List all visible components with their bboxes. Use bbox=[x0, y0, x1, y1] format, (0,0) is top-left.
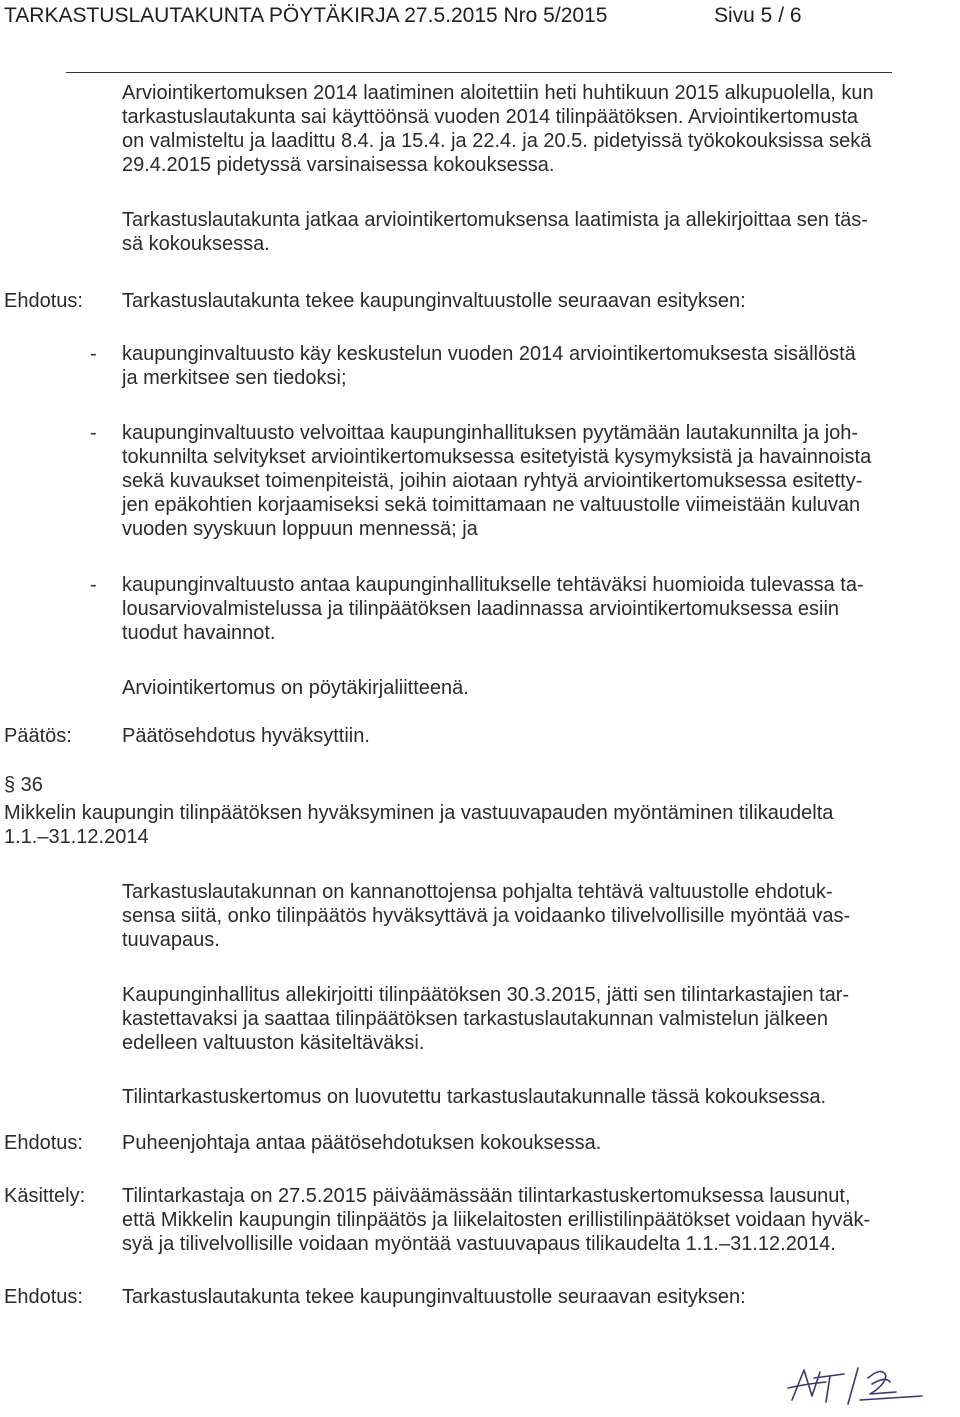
text-line: on valmisteltu ja laadittu 8.4. ja 15.4. ja 22.4. ja 20.5. pidetyissä työkokouksissa sekä bbox=[122, 130, 872, 152]
header-divider bbox=[66, 72, 892, 73]
text-line: tokunnilta selvitykset arviointikertomuksessa esitetyistä kysymyksistä ja havainnoista bbox=[122, 446, 872, 468]
text-line: vuoden syyskuun loppuun mennessä; ja bbox=[122, 518, 478, 540]
section-title bbox=[4, 801, 833, 849]
text-line: kaupunginvaltuusto velvoittaa kaupunginhallituksen pyytämään lautakunnilta ja joh- bbox=[122, 422, 859, 444]
text-line: Mikkelin kaupungin tilinpäätöksen hyväksyminen ja vastuuvapauden myöntäminen tilikaudelta bbox=[4, 802, 834, 824]
intro-paragraph-1 bbox=[122, 81, 874, 177]
text-line: ja merkitsee sen tiedoksi; bbox=[122, 367, 347, 389]
text-line: Arviointikertomuksen 2014 laatiminen aloitettiin heti huhtikuun 2015 alkupuolella, kun bbox=[122, 82, 874, 104]
text-line: Tarkastuslautakunta tekee kaupunginvaltuustolle seuraavan esityksen: bbox=[122, 1286, 746, 1308]
bullet-dash: - bbox=[90, 574, 97, 596]
text-line: kaupunginvaltuusto käy keskustelun vuoden 2014 arviointikertomuksesta sisällöstä bbox=[122, 343, 856, 365]
text-line: tarkastuslautakunta sai käyttöönsä vuoden 2014 tilinpäätöksen. Arviointikertomusta bbox=[122, 106, 858, 128]
text-line: Kaupunginhallitus allekirjoitti tilinpäätöksen 30.3.2015, jätti sen tilintarkastajien tar- bbox=[122, 984, 850, 1006]
proposal-text bbox=[122, 1131, 601, 1155]
text-line: 1.1.–31.12.2014 bbox=[4, 826, 149, 848]
section-paragraph-1 bbox=[122, 880, 850, 952]
page-number: Sivu 5 / 6 bbox=[714, 4, 802, 27]
bullet-dash: - bbox=[90, 422, 97, 444]
section-paragraph-2 bbox=[122, 983, 849, 1055]
text-line: Päätösehdotus hyväksyttiin. bbox=[122, 725, 370, 747]
attachment-note bbox=[122, 676, 469, 700]
bullet-item-2 bbox=[122, 421, 871, 541]
text-line: syä ja tilivelvollisille voidaan myöntää vastuuvapaus tilikaudelta 1.1.–31.12.2014. bbox=[122, 1233, 836, 1255]
decision-text bbox=[122, 724, 370, 748]
text-line: jen epäkohtien korjaamiseksi sekä toimittamaan ne valtuustolle viimeistään kuluvan bbox=[122, 494, 861, 516]
text-line: että Mikkelin kaupungin tilinpäätös ja liikelaitosten erillistilinpäätökset voidaan hyväk- bbox=[122, 1209, 871, 1231]
proposal-label: Ehdotus: bbox=[4, 1132, 83, 1154]
text-line: Tarkastuslautakunta jatkaa arviointikertomuksensa laatimista ja allekirjoittaa sen täs- bbox=[122, 209, 868, 231]
text-line: tuodut havainnot. bbox=[122, 622, 276, 644]
text-line: Tarkastuslautakunta tekee kaupunginvaltuustolle seuraavan esityksen: bbox=[122, 290, 746, 312]
text-line: lousarviovalmistelussa ja tilinpäätöksen laadinnassa arviointikertomuksessa esiin bbox=[122, 598, 840, 620]
text-line: edelleen valtuuston käsiteltäväksi. bbox=[122, 1032, 425, 1054]
proposal-text bbox=[122, 1285, 746, 1309]
text-line: 29.4.2015 pidetyssä varsinaisessa kokouksessa. bbox=[122, 154, 555, 176]
text-line: kaupunginvaltuusto antaa kaupunginhallitukselle tehtäväksi huomioida tulevassa ta- bbox=[122, 574, 864, 596]
page-header bbox=[4, 4, 949, 32]
decision-label: Päätös: bbox=[4, 725, 72, 747]
text-line: kastettavaksi ja saattaa tilinpäätöksen tarkastuslautakunnan valmistelun jälkeen bbox=[122, 1008, 828, 1030]
text-line: sä kokouksessa. bbox=[122, 233, 270, 255]
bullet-item-1 bbox=[122, 342, 856, 390]
proposal-label: Ehdotus: bbox=[4, 1286, 83, 1308]
handling-text bbox=[122, 1184, 870, 1256]
bullet-item-3 bbox=[122, 573, 864, 645]
text-line: Arviointikertomus on pöytäkirjaliitteenä. bbox=[122, 677, 469, 699]
proposal-label: Ehdotus: bbox=[4, 290, 83, 312]
text-line: sensa siitä, onko tilinpäätös hyväksyttävä ja voidaanko tilivelvollisille myöntää vas- bbox=[122, 905, 851, 927]
text-line: Tilintarkastaja on 27.5.2015 päiväämässään tilintarkastuskertomuksessa lausunut, bbox=[122, 1185, 851, 1207]
intro-paragraph-2 bbox=[122, 208, 868, 256]
section-paragraph-3 bbox=[122, 1085, 826, 1109]
section-number: § 36 bbox=[4, 774, 43, 796]
text-line: Tilintarkastuskertomus on luovutettu tarkastuslautakunnalle tässä kokouksessa. bbox=[122, 1086, 827, 1108]
text-line: sekä kuvaukset toimenpiteistä, joihin aiotaan ryhtyä arviointikertomuksessa esitetty- bbox=[122, 470, 863, 492]
handling-label: Käsittely: bbox=[4, 1185, 86, 1207]
proposal-text bbox=[122, 289, 746, 313]
text-line: Puheenjohtaja antaa päätösehdotuksen kokouksessa. bbox=[122, 1132, 602, 1154]
document-title: TARKASTUSLAUTAKUNTA PÖYTÄKIRJA 27.5.2015 Nro 5/2015 bbox=[4, 4, 608, 27]
text-line: Tarkastuslautakunnan on kannanottojensa pohjalta tehtävä valtuustolle ehdotuk- bbox=[122, 881, 833, 903]
text-line: tuuvapaus. bbox=[122, 929, 220, 951]
handwritten-initials-signature bbox=[786, 1360, 926, 1412]
bullet-dash: - bbox=[90, 343, 97, 365]
